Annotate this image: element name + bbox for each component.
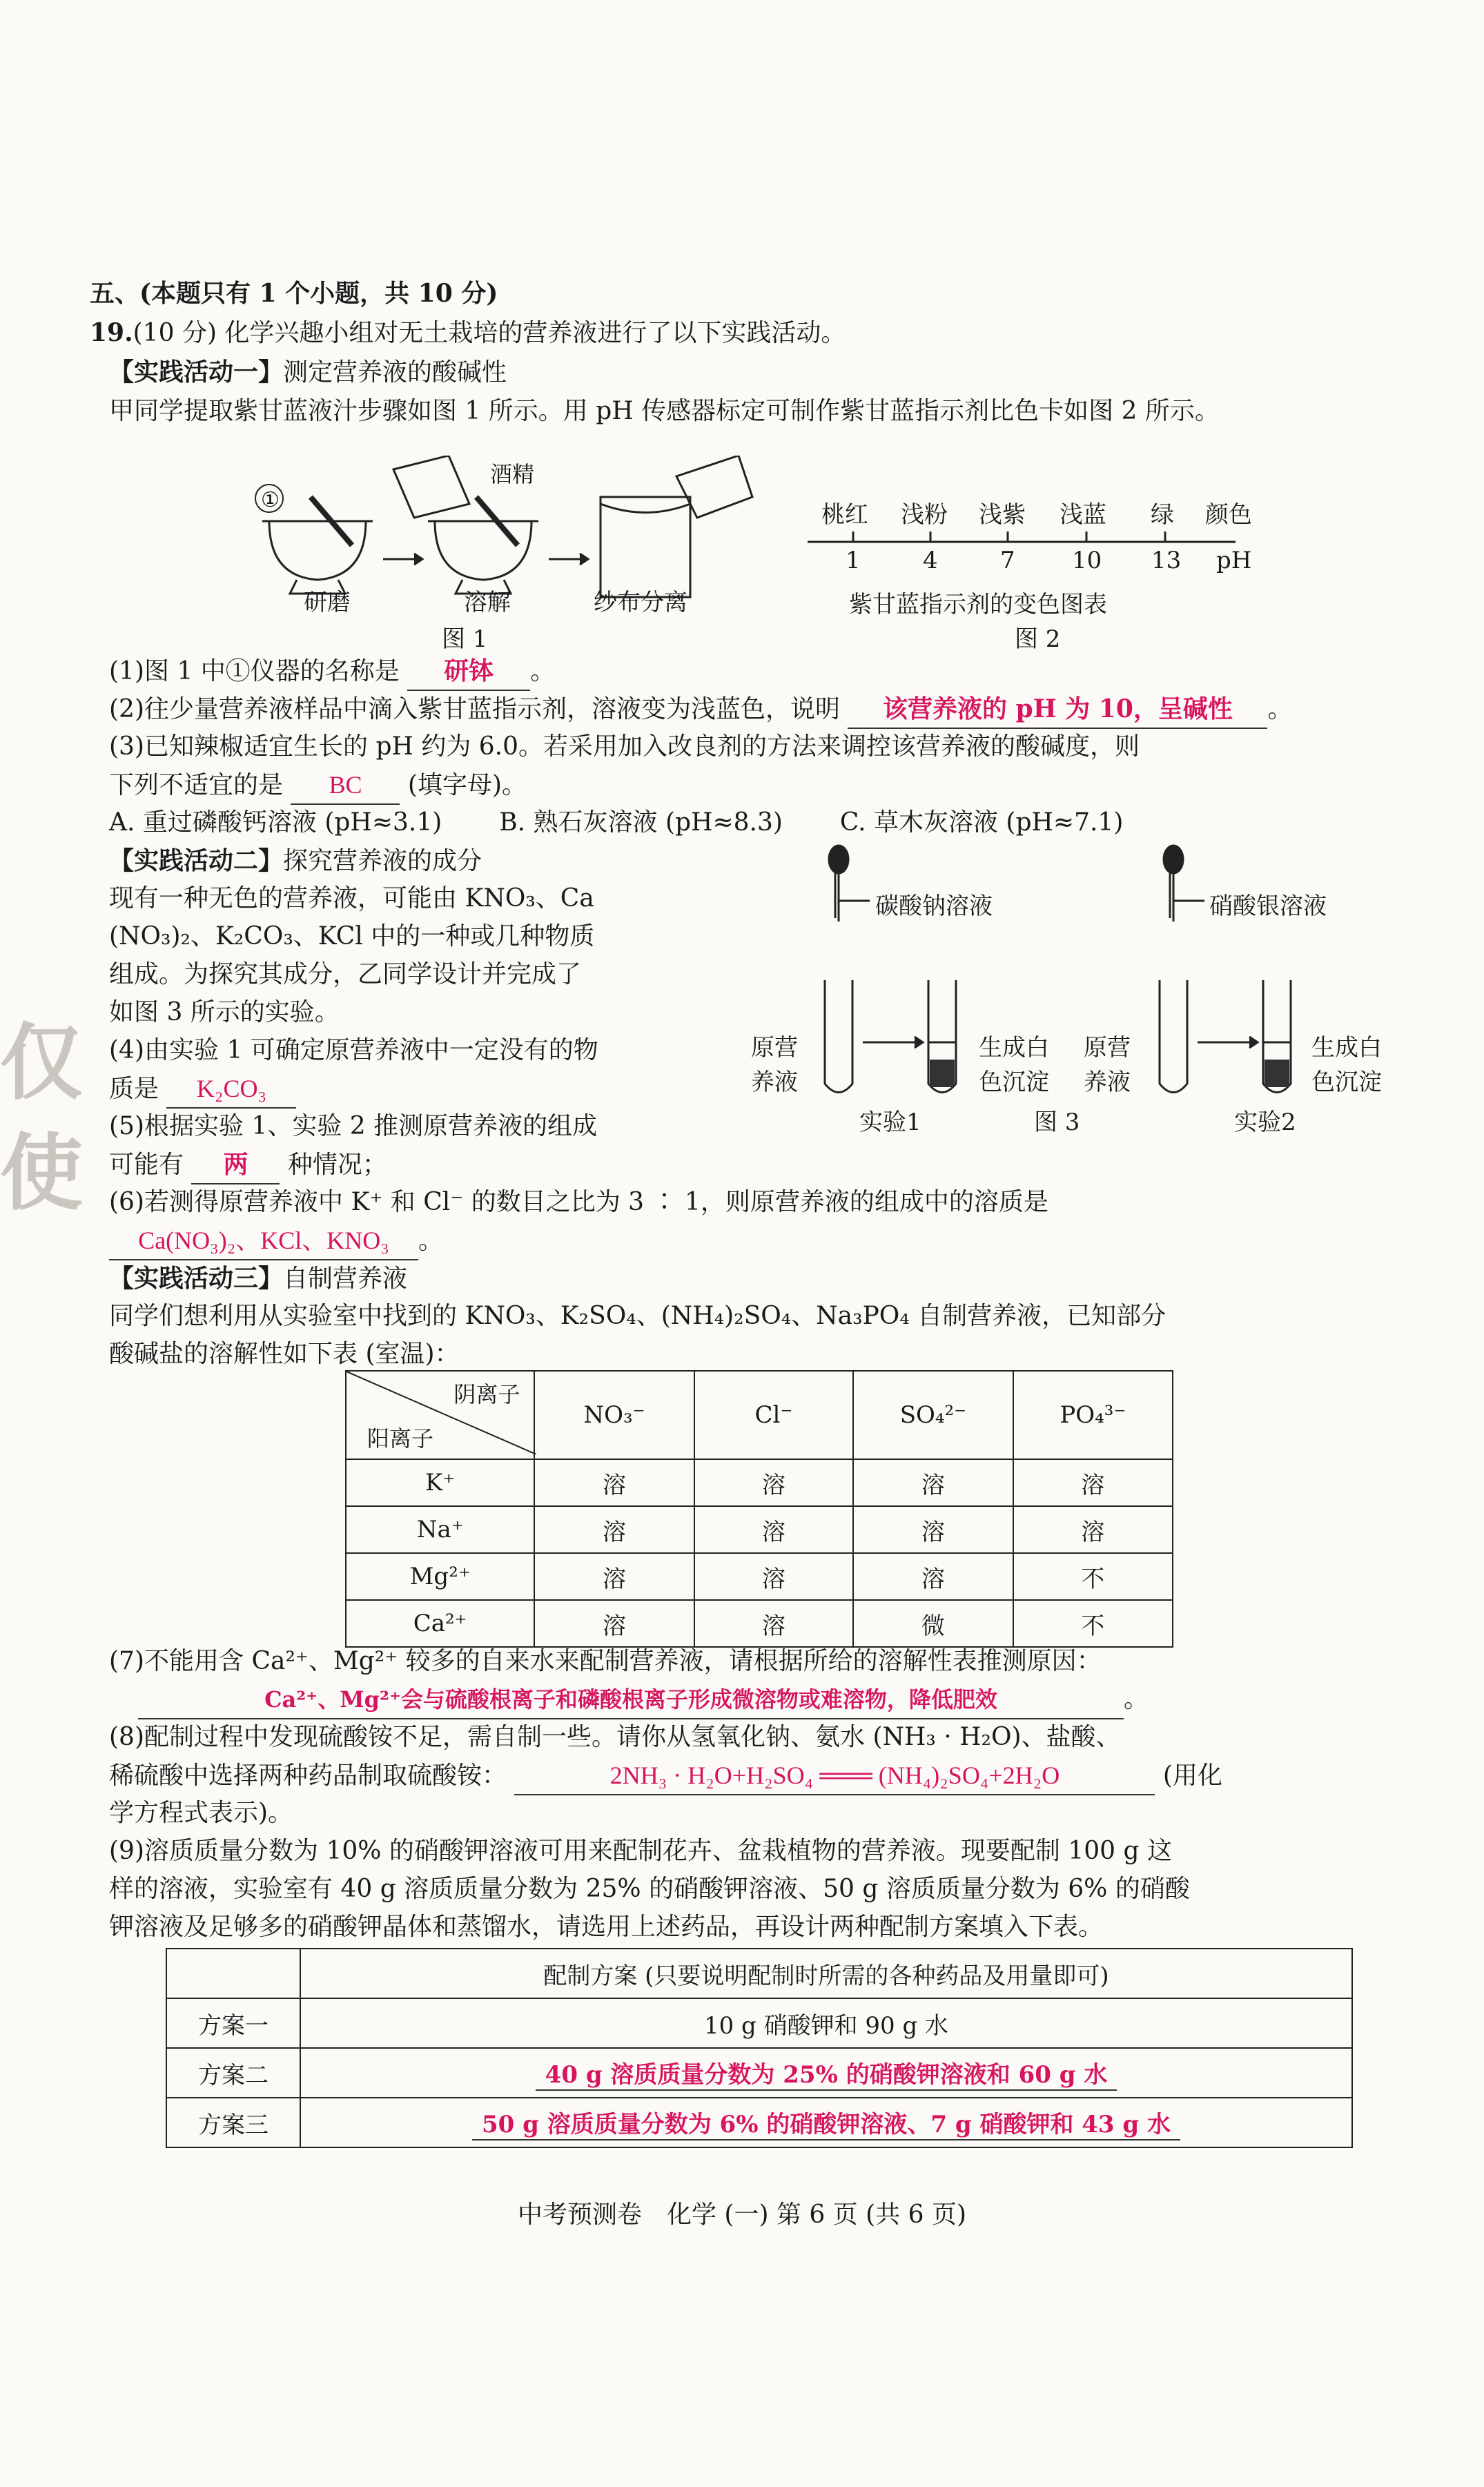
solubility-cell: 溶	[694, 1553, 854, 1600]
watermark-char: 仅	[0, 1014, 83, 1111]
fig1-step-label: 纱布分离	[594, 589, 687, 616]
color-label: 颜色	[1205, 501, 1252, 529]
dropper-icon	[829, 846, 848, 873]
cation-cell: Na⁺	[346, 1506, 534, 1553]
question-6-line1: (6)若测得原营养液中 K⁺ 和 Cl⁻ 的数目之比为 3 ∶ 1，则原营养液的组成中的溶质是	[109, 1188, 1048, 1216]
plan-content: 10 g 硝酸钾和 90 g 水	[300, 1998, 1352, 2048]
activity-text: 自制营养液	[283, 1265, 408, 1293]
sample-label: 原营	[751, 1034, 798, 1062]
activity1-desc: 甲同学提取紫甘蓝液汁步骤如图 1 所示。用 pH 传感器标定可制作紫甘蓝指示剂比色卡如图 2 所示。	[109, 397, 1220, 425]
solubility-cell: 溶	[1013, 1459, 1173, 1506]
question-9-line3: 钾溶液及足够多的硝酸钾晶体和蒸馏水，请选用上述药品，再设计两种配制方案填入下表。	[109, 1913, 1104, 1941]
activity1-heading	[109, 353, 507, 391]
option-b: B. 熟石灰溶液 (pH≈8.3)	[499, 808, 783, 837]
watermark-char: 使	[0, 1124, 83, 1222]
sample-label: 原营	[1084, 1034, 1131, 1062]
page-footer: 中考预测卷 化学 (一) 第 6 页 (共 6 页)	[517, 2201, 967, 2229]
sample-label: 养液	[1084, 1069, 1131, 1096]
experiment-label: 实验1	[859, 1109, 921, 1136]
table-row	[346, 1553, 1173, 1600]
table-row	[166, 2098, 1352, 2147]
ph-tick: pH	[1216, 547, 1252, 574]
anion-header: SO₄²⁻	[853, 1371, 1013, 1459]
plan-label: 方案三	[166, 2098, 300, 2147]
anion-header: PO₄³⁻	[1013, 1371, 1173, 1459]
question-3-line1: (3)已知辣椒适宜生长的 pH 约为 6.0。若采用加入改良剂的方法来调控该营养液的酸碱度，则	[109, 732, 1140, 761]
punct: 。	[530, 657, 556, 685]
solubility-cell: 不	[1013, 1600, 1173, 1647]
anion-header: Cl⁻	[694, 1371, 854, 1459]
plan-header: 配制方案 (只要说明配制时所需的各种药品及用量即可)	[300, 1949, 1352, 1998]
cation-cell: Mg²⁺	[346, 1553, 534, 1600]
fig1-step-label: 研磨	[304, 589, 351, 616]
activity3-heading	[109, 1260, 407, 1298]
result-label: 生成白	[979, 1034, 1049, 1062]
question-5-line1: (5)根据实验 1、实验 2 推测原营养液的组成	[109, 1112, 598, 1140]
ph-tick: 1	[846, 547, 861, 574]
corner-top-label: 阴离子	[453, 1381, 520, 1407]
question-text: 质是	[109, 1075, 159, 1103]
answer-q7: Ca²⁺、Mg²⁺会与硫酸根离子和磷酸根离子形成微溶物或难溶物，降低肥效	[138, 1681, 1124, 1719]
color-label: 浅蓝	[1060, 501, 1106, 529]
answer-q1: 研钵	[407, 652, 530, 691]
question-text: 种情况；	[287, 1151, 387, 1179]
ph-tick: 7	[1000, 547, 1015, 574]
punct: 。	[1267, 695, 1293, 723]
mortar-icon	[435, 521, 531, 580]
mortar-icon	[269, 521, 366, 580]
question-3-options	[109, 804, 1123, 841]
solubility-cell: 溶	[694, 1506, 854, 1553]
answer-q5: 两	[191, 1146, 280, 1184]
ph-tick: 4	[923, 547, 938, 574]
question-text: 可能有	[109, 1151, 184, 1179]
answer-plan-2: 40 g 溶质质量分数为 25% 的硝酸钾溶液和 60 g 水	[536, 2056, 1117, 2091]
table-row	[346, 1600, 1173, 1647]
question-9-line1: (9)溶质质量分数为 10% 的硝酸钾溶液可用来配制花卉、盆栽植物的营养液。现要配制 100 g 这	[109, 1837, 1172, 1865]
cation-cell: Ca²⁺	[346, 1600, 534, 1647]
table-row	[346, 1459, 1173, 1506]
question-text: (2)往少量营养液样品中滴入紫甘蓝指示剂，溶液变为浅蓝色，说明	[109, 695, 840, 723]
table-row	[166, 1998, 1352, 2048]
activity3-desc: 酸碱盐的溶解性如下表 (室温)：	[109, 1340, 460, 1368]
activity2-desc-line: 现有一种无色的营养液，可能由 KNO₃、Ca	[109, 884, 594, 913]
plan-label: 方案一	[166, 1998, 300, 2048]
fig2-caption: 图 2	[1015, 625, 1061, 653]
question-4-line2	[109, 1070, 296, 1109]
option-c: C. 草木灰溶液 (pH≈7.1)	[839, 808, 1124, 837]
question-5-line2	[109, 1146, 387, 1184]
background-watermark	[0, 1008, 104, 1367]
question-8-line1: (8)配制过程中发现硫酸铵不足，需自制一些。请你从氢氧化钠、氨水 (NH₃ · H₂O)、盐酸、	[109, 1723, 1121, 1751]
activity2-heading	[109, 842, 482, 880]
solubility-cell: 溶	[534, 1553, 694, 1600]
question-6-line2	[109, 1222, 443, 1260]
ph-tick: 13	[1151, 547, 1182, 574]
ph-tick: 10	[1072, 547, 1102, 574]
question-19-intro	[90, 314, 846, 352]
plan-answer-cell	[300, 2048, 1352, 2098]
question-text: (填字母)。	[407, 771, 527, 799]
solubility-cell: 溶	[694, 1459, 854, 1506]
activity2-desc-line: 组成。为探究其成分，乙同学设计并完成了	[109, 960, 582, 988]
activity-title: 【实践活动二】	[109, 846, 284, 875]
color-label: 绿	[1151, 501, 1174, 529]
reagent-label: 碳酸钠溶液	[875, 893, 993, 920]
table-row	[166, 2048, 1352, 2098]
cation-cell: K⁺	[346, 1459, 534, 1506]
alcohol-label: 酒精	[490, 461, 535, 487]
answer-q3: BC	[291, 766, 400, 805]
answer-q6: Ca(NO₃)₂、KCl、KNO₃	[109, 1222, 418, 1260]
solubility-cell: 溶	[853, 1459, 1013, 1506]
answer-q2: 该营养液的 pH 为 10，呈碱性	[848, 690, 1267, 729]
test-tube-icon	[825, 980, 852, 1093]
result-label: 色沉淀	[979, 1069, 1049, 1096]
result-label: 生成白	[1311, 1034, 1382, 1062]
fig3-caption: 图 3	[1034, 1109, 1080, 1136]
answer-plan-3: 50 g 溶质质量分数为 6% 的硝酸钾溶液、7 g 硝酸钾和 43 g 水	[472, 2105, 1180, 2140]
color-label: 浅粉	[901, 501, 948, 529]
solubility-cell: 溶	[694, 1600, 854, 1647]
question-text: 下列不适宜的是	[109, 771, 284, 799]
question-2	[109, 690, 1292, 729]
question-text: (1)图 1 中①仪器的名称是	[109, 657, 400, 685]
question-7-line2	[138, 1681, 1149, 1719]
activity-text: 测定营养液的酸碱性	[283, 358, 507, 387]
option-a: A. 重过磷酸钙溶液 (pH≈3.1)	[109, 808, 442, 837]
fig1-step-label: 溶解	[464, 589, 511, 616]
table-row	[346, 1506, 1173, 1553]
solubility-cell: 溶	[853, 1506, 1013, 1553]
dropper-icon	[1164, 846, 1183, 873]
table-corner-cell	[346, 1371, 534, 1459]
question-number: 19.	[90, 318, 133, 347]
answer-q8: 2NH₃ · H₂O+H₂SO₄ ═══ (NH₄)₂SO₄+2H₂O	[514, 1757, 1155, 1795]
activity2-desc-line: 如图 3 所示的实验。	[109, 998, 340, 1026]
activity-title: 【实践活动一】	[109, 358, 284, 387]
plan-label: 方案二	[166, 2048, 300, 2098]
question-8-line3: 学方程式表示)。	[109, 1799, 293, 1827]
answer-q4: K₂CO₃	[166, 1070, 296, 1109]
activity3-desc: 同学们想利用从实验室中找到的 KNO₃、K₂SO₄、(NH₄)₂SO₄、Na₃PO₄ 自制营养液，已知部分	[109, 1302, 1166, 1330]
result-label: 色沉淀	[1311, 1069, 1382, 1096]
question-8-line2	[109, 1757, 1222, 1795]
solubility-cell: 溶	[534, 1459, 694, 1506]
sample-label: 养液	[751, 1069, 798, 1096]
activity-title: 【实践活动三】	[109, 1264, 284, 1293]
anion-header: NO₃⁻	[534, 1371, 694, 1459]
corner-bottom-label: 阳离子	[367, 1425, 434, 1452]
activity-text: 探究营养液的成分	[283, 847, 482, 875]
solubility-cell: 溶	[1013, 1506, 1173, 1553]
question-7-line1: (7)不能用含 Ca²⁺、Mg²⁺ 较多的自来水来配制营养液，请根据所给的溶解性表推测原因：	[109, 1647, 1102, 1675]
question-text: 稀硫酸中选择两种药品制取硫酸铵：	[109, 1762, 507, 1790]
punct: 。	[418, 1227, 444, 1255]
section-title: 五、(本题只有 1 个小题，共 10 分)	[90, 279, 498, 308]
question-intro-text: (10 分) 化学兴趣小组对无土栽培的营养液进行了以下实践活动。	[133, 319, 846, 347]
solubility-cell: 溶	[534, 1506, 694, 1553]
test-tube-icon	[1160, 980, 1187, 1093]
plan-answer-cell	[300, 2098, 1352, 2147]
solubility-cell: 微	[853, 1600, 1013, 1647]
solubility-cell: 溶	[534, 1600, 694, 1647]
question-3-line2	[109, 766, 527, 805]
experiment-label: 实验2	[1234, 1109, 1296, 1136]
question-1	[109, 652, 555, 691]
color-label: 桃红	[821, 501, 868, 529]
punct: 。	[1124, 1685, 1149, 1713]
beaker-icon	[393, 456, 469, 518]
fig2-title: 紫甘蓝指示剂的变色图表	[849, 591, 1107, 618]
solubility-table	[345, 1370, 1173, 1648]
reagent-label: 硝酸银溶液	[1209, 893, 1327, 920]
color-label: 浅紫	[979, 501, 1026, 529]
fig1-caption: 图 1	[442, 625, 488, 653]
solubility-cell: 不	[1013, 1553, 1173, 1600]
plan-table	[166, 1948, 1353, 2148]
solubility-cell: 溶	[853, 1553, 1013, 1600]
figure-marker: ①	[261, 488, 280, 512]
activity2-desc-line: (NO₃)₂、K₂CO₃、KCl 中的一种或几种物质	[109, 922, 595, 950]
question-9-line2: 样的溶液，实验室有 40 g 溶质质量分数为 25% 的硝酸钾溶液、50 g 溶质质量分数为 6% 的硝酸	[109, 1875, 1190, 1903]
question-4-line1: (4)由实验 1 可确定原营养液中一定没有的物	[109, 1036, 598, 1064]
question-text: (用化	[1162, 1762, 1222, 1790]
plan-corner	[166, 1949, 300, 1998]
